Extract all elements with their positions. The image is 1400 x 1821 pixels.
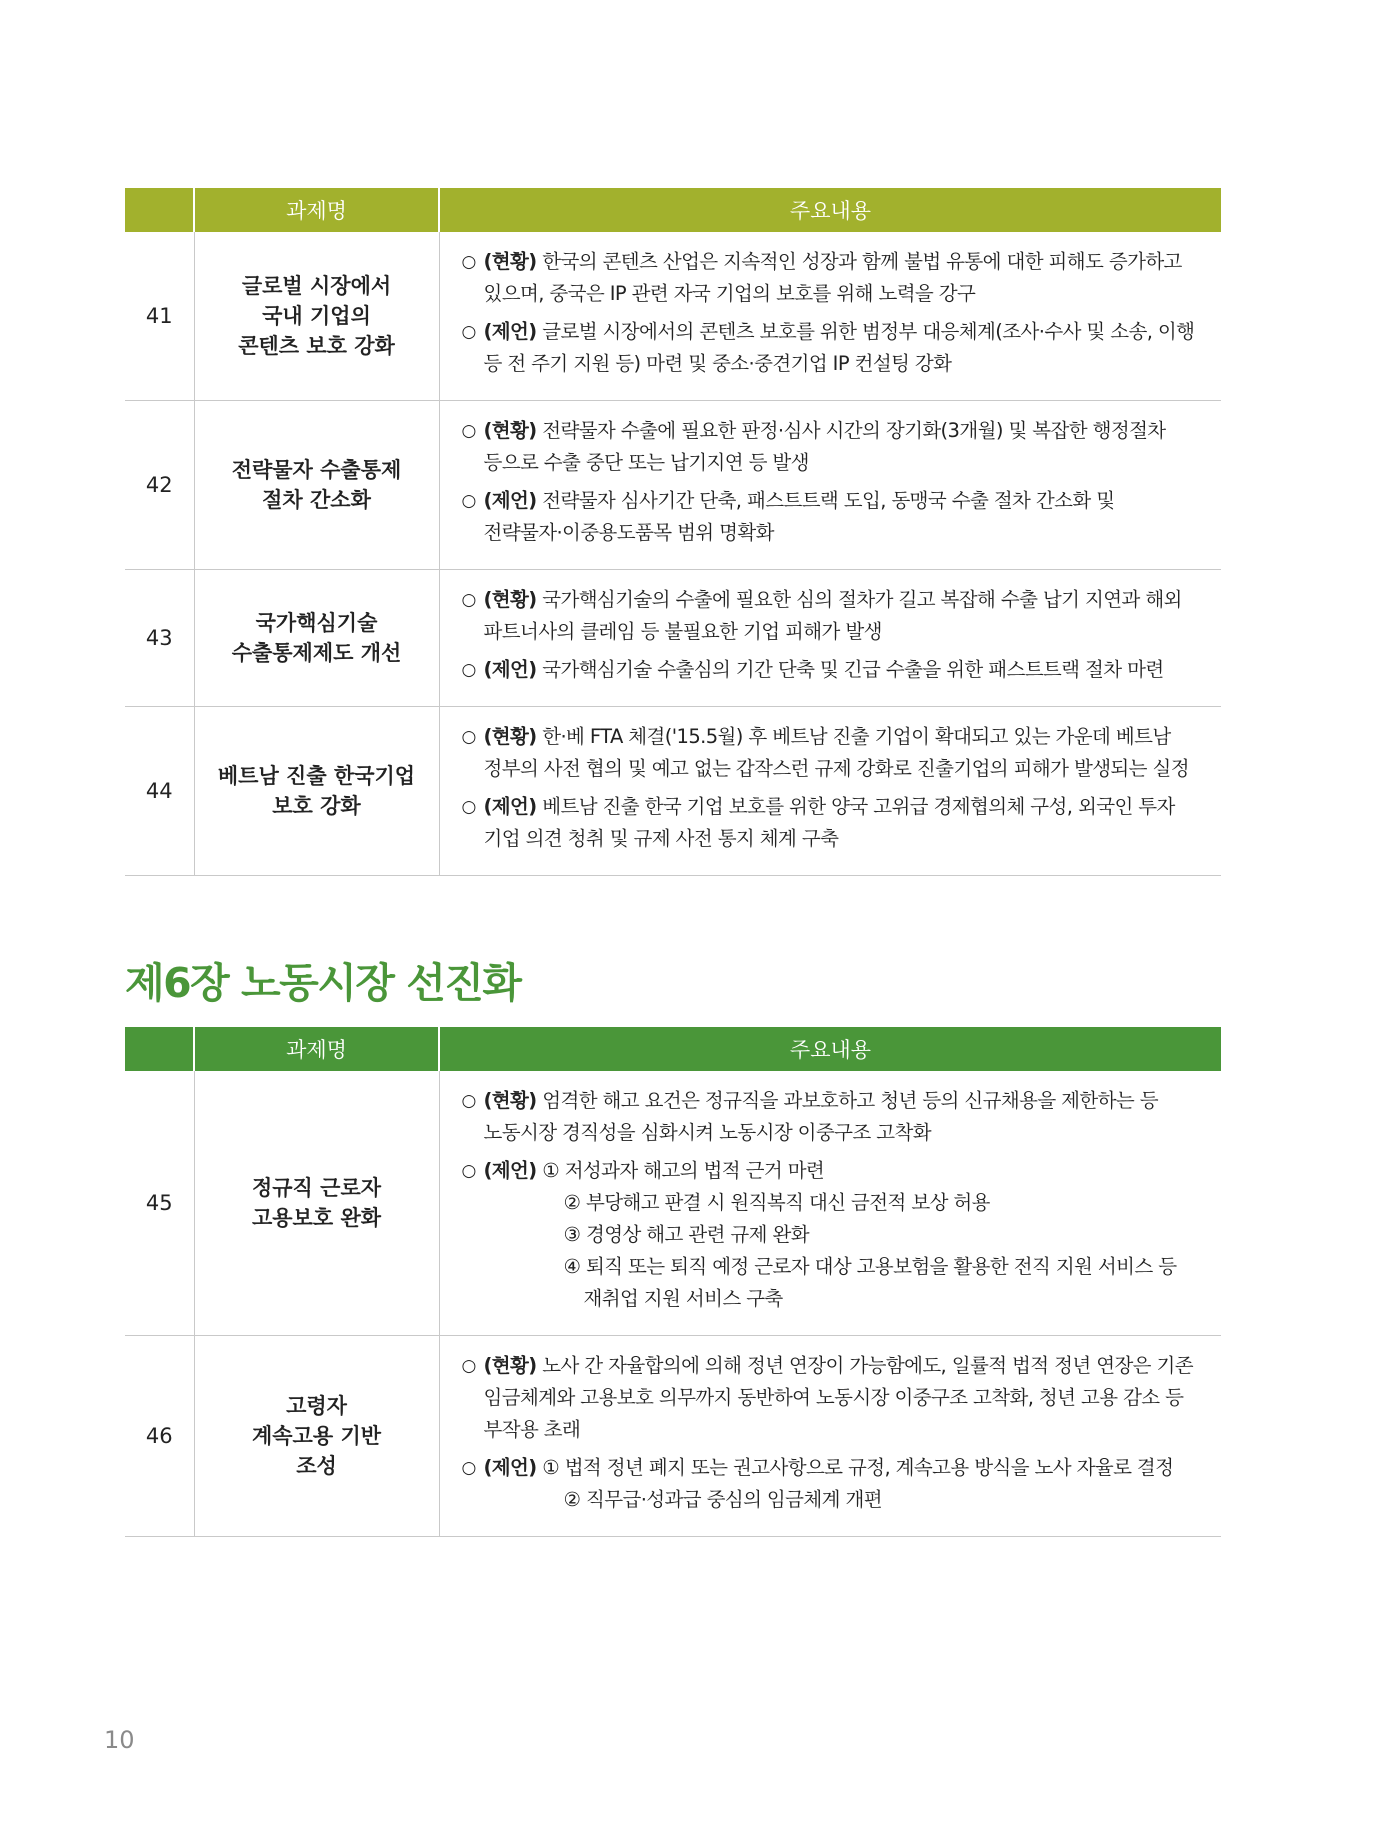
proposal-tag: (제언) (483, 795, 537, 818)
proposal-item (462, 654, 1214, 686)
status-text: 노사 간 자율합의에 의해 정년 연장이 가능함에도, 일률적 법적 정년 연장은 기존 (542, 1354, 1193, 1377)
proposal-text: 글로벌 시장에서의 콘텐츠 보호를 위한 범정부 대응체계(조사·수사 및 소송, 이행 (542, 320, 1195, 343)
circle-bullet-icon: ○ (461, 590, 476, 610)
task-content (439, 401, 1221, 570)
circle-bullet-icon: ○ (461, 660, 476, 680)
proposal-item (462, 791, 1214, 855)
row-number: 41 (125, 232, 194, 401)
circle-bullet-icon: ○ (461, 727, 476, 747)
task-name-line: 조성 (296, 1454, 337, 1478)
task-name (194, 707, 439, 876)
circle-bullet-icon: ○ (461, 491, 476, 511)
status-text: 파트너사의 클레임 등 불필요한 기업 피해가 발생 (483, 620, 882, 643)
proposal-text: 기업 의견 청취 및 규제 사전 통지 체계 구축 (483, 827, 839, 850)
proposal-text: ① 저성과자 해고의 법적 근거 마련 (542, 1159, 825, 1182)
task-name (194, 1336, 439, 1537)
status-tag: (현황) (483, 1354, 537, 1377)
task-table-2 (125, 1027, 1221, 1537)
task-name-line: 계속고용 기반 (251, 1424, 382, 1448)
page-number: 10 (104, 1726, 135, 1754)
task-name-line: 국가핵심기술 (255, 611, 378, 635)
proposal-item (462, 316, 1214, 380)
proposal-subitem: ② 부당해고 판결 시 원직복직 대신 금전적 보상 허용 (563, 1191, 990, 1214)
table-header-row (125, 1027, 1221, 1071)
task-name-line: 베트남 진출 한국기업 (217, 764, 416, 788)
task-name (194, 1071, 439, 1336)
task-name-line: 콘텐츠 보호 강화 (238, 334, 395, 358)
proposal-text: 전략물자·이중용도품목 범위 명확화 (483, 521, 774, 544)
proposal-subitem-continuation: 재취업 지원 서비스 구축 (583, 1287, 783, 1310)
status-item (462, 1350, 1214, 1446)
proposal-subitem: ③ 경영상 해고 관련 규제 완화 (563, 1223, 809, 1246)
status-tag: (현황) (483, 588, 537, 611)
status-tag: (현황) (483, 1089, 537, 1112)
task-name (194, 570, 439, 707)
header-task-name: 과제명 (194, 188, 439, 232)
proposal-tag: (제언) (483, 1456, 537, 1479)
table-row (125, 1071, 1221, 1336)
table-header-row (125, 188, 1221, 232)
task-name-line: 고용보호 완화 (251, 1206, 382, 1230)
proposal-tag: (제언) (483, 320, 537, 343)
proposal-item (462, 1155, 1214, 1315)
circle-bullet-icon: ○ (461, 797, 476, 817)
task-table-1 (125, 188, 1221, 876)
task-name-line: 정규직 근로자 (251, 1176, 382, 1200)
section-title: 제6장 노동시장 선진화 (125, 959, 521, 1007)
row-number: 43 (125, 570, 194, 707)
circle-bullet-icon: ○ (461, 1458, 476, 1478)
header-number (125, 188, 194, 232)
circle-bullet-icon: ○ (461, 322, 476, 342)
task-content (439, 232, 1221, 401)
header-main-content: 주요내용 (439, 188, 1221, 232)
table-row (125, 570, 1221, 707)
status-item (462, 415, 1214, 479)
task-content (439, 1336, 1221, 1537)
proposal-tag: (제언) (483, 658, 537, 681)
header-task-name: 과제명 (194, 1027, 439, 1071)
proposal-text: 국가핵심기술 수출심의 기간 단축 및 긴급 수출을 위한 패스트트랙 절차 마련 (542, 658, 1164, 681)
row-number: 44 (125, 707, 194, 876)
task-table-2-wrapper (125, 1027, 1221, 1537)
table-row (125, 1336, 1221, 1537)
task-name-line: 국내 기업의 (262, 304, 371, 328)
task-name (194, 232, 439, 401)
status-text: 한국의 콘텐츠 산업은 지속적인 성장과 함께 불법 유통에 대한 피해도 증가하고 (542, 250, 1182, 273)
task-content (439, 707, 1221, 876)
proposal-item (462, 1452, 1214, 1516)
status-tag: (현황) (483, 725, 537, 748)
proposal-subitem: ② 직무급·성과급 중심의 임금체계 개편 (563, 1488, 882, 1511)
status-text: 노동시장 경직성을 심화시켜 노동시장 이중구조 고착화 (483, 1121, 931, 1144)
status-text: 등으로 수출 중단 또는 납기지연 등 발생 (483, 451, 809, 474)
status-text: 있으며, 중국은 IP 관련 자국 기업의 보호를 위해 노력을 강구 (483, 282, 976, 305)
table-row (125, 401, 1221, 570)
proposal-text: 베트남 진출 한국 기업 보호를 위한 양국 고위급 경제협의체 구성, 외국인 투자 (542, 795, 1175, 818)
status-text: 정부의 사전 협의 및 예고 없는 갑작스런 규제 강화로 진출기업의 피해가 발생되는 실정 (483, 757, 1189, 780)
proposal-tag: (제언) (483, 489, 537, 512)
status-text: 국가핵심기술의 수출에 필요한 심의 절차가 길고 복잡해 수출 납기 지연과 해외 (542, 588, 1182, 611)
status-text: 한·베 FTA 체결('15.5월) 후 베트남 진출 기업이 확대되고 있는 가운데 베트남 (542, 725, 1171, 748)
row-number: 46 (125, 1336, 194, 1537)
status-text: 부작용 초래 (483, 1418, 581, 1441)
status-text: 엄격한 해고 요건은 정규직을 과보호하고 청년 등의 신규채용을 제한하는 등 (542, 1089, 1158, 1112)
status-text: 전략물자 수출에 필요한 판정·심사 시간의 장기화(3개월) 및 복잡한 행정절차 (542, 419, 1166, 442)
header-number (125, 1027, 194, 1071)
circle-bullet-icon: ○ (461, 1356, 476, 1376)
task-name (194, 401, 439, 570)
task-content (439, 1071, 1221, 1336)
status-text: 임금체계와 고용보호 의무까지 동반하여 노동시장 이중구조 고착화, 청년 고용 감소 등 (483, 1386, 1184, 1409)
task-content (439, 570, 1221, 707)
table-row (125, 232, 1221, 401)
status-item (462, 246, 1214, 310)
circle-bullet-icon: ○ (461, 421, 476, 441)
proposal-text: 등 전 주기 지원 등) 마련 및 중소·중견기업 IP 컨설팅 강화 (483, 352, 952, 375)
status-tag: (현황) (483, 250, 537, 273)
table-row (125, 707, 1221, 876)
status-item (462, 1085, 1214, 1149)
proposal-text: 전략물자 심사기간 단축, 패스트트랙 도입, 동맹국 수출 절차 간소화 및 (542, 489, 1115, 512)
task-name-line: 절차 간소화 (262, 488, 371, 512)
proposal-item (462, 485, 1214, 549)
header-main-content: 주요내용 (439, 1027, 1221, 1071)
proposal-tag: (제언) (483, 1159, 537, 1182)
circle-bullet-icon: ○ (461, 1091, 476, 1111)
proposal-text: ① 법적 정년 폐지 또는 권고사항으로 규정, 계속고용 방식을 노사 자율로 결정 (542, 1456, 1174, 1479)
status-item (462, 584, 1214, 648)
circle-bullet-icon: ○ (461, 252, 476, 272)
proposal-subitem: ④ 퇴직 또는 퇴직 예정 근로자 대상 고용보험을 활용한 전직 지원 서비스 등 (563, 1255, 1177, 1278)
status-tag: (현황) (483, 419, 537, 442)
row-number: 42 (125, 401, 194, 570)
task-name-line: 글로벌 시장에서 (241, 274, 392, 298)
circle-bullet-icon: ○ (461, 1161, 476, 1181)
status-item (462, 721, 1214, 785)
task-name-line: 수출통제제도 개선 (231, 641, 402, 665)
task-name-line: 고령자 (286, 1394, 347, 1418)
task-name-line: 전략물자 수출통제 (231, 458, 402, 482)
task-table-1-wrapper (125, 188, 1221, 876)
task-name-line: 보호 강화 (272, 794, 361, 818)
row-number: 45 (125, 1071, 194, 1336)
